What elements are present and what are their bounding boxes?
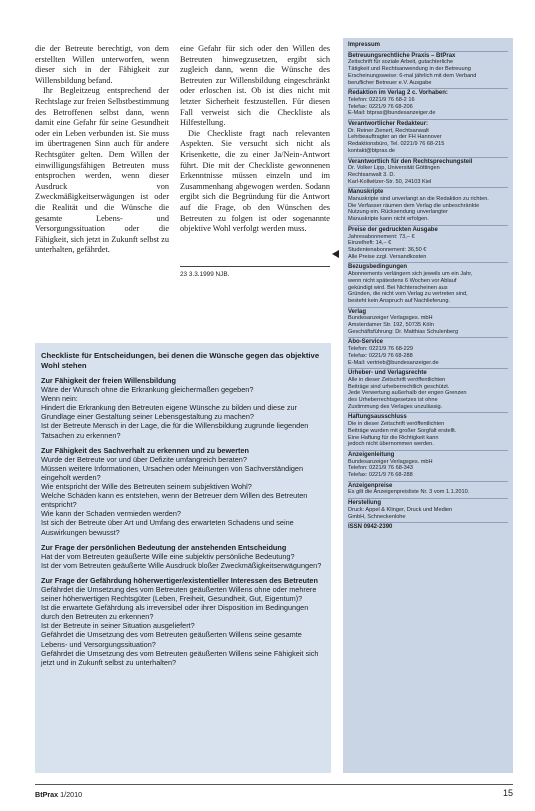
impressum-line: Lehrbeauftragter an der FH Hannover bbox=[348, 134, 442, 141]
impressum-divider bbox=[348, 450, 508, 451]
checklist-question: Hindert die Erkrankung den Betreuten eigene Wünsche zu bilden und diese zur Grundlage einer Gestaltung seiner Lebensgestaltung zu machen? bbox=[41, 403, 297, 422]
checklist-question: Ist der Betreute Mensch in der Lage, die für die Willensbildung zugrunde liegenden Tatsachen zu erkennen? bbox=[41, 421, 309, 440]
impressum-line: Telefon: 0221/9 76 68-229 bbox=[348, 346, 414, 353]
impressum-line: Telefon: 0221/9 76 68-2 16 bbox=[348, 96, 415, 103]
impressum-content bbox=[348, 42, 508, 531]
impressum-heading: Impressum bbox=[348, 42, 381, 48]
impressum-line: Rechtsanwalt 3. D. bbox=[348, 171, 395, 178]
impressum-divider bbox=[348, 157, 508, 158]
checklist-question: Gefährdet die Umsetzung des vom Betreuten geäußerten Willens seine Fähigkeit sich jetzt und in Zukunft selbst zu unterhalten? bbox=[41, 648, 319, 667]
impressum-line: Eine Haftung für die Richtigkeit kann bbox=[348, 434, 439, 441]
impressum-line: Nutzung ein. Rücksendung unverlangter bbox=[348, 209, 448, 216]
impressum-line: Amsterdamer Str. 192, 50735 Köln bbox=[348, 322, 434, 329]
impressum-line: Dr. Reiner Zienert, Rechtsanwalt bbox=[348, 127, 429, 134]
impressum-line: Erscheinungsweise: 6-mal jährlich mit dem Verband bbox=[348, 72, 477, 79]
impressum-sidebar bbox=[343, 38, 513, 773]
footnote-divider bbox=[180, 266, 330, 267]
impressum-line: gekündigt wird. Bei Nichterscheinen aus bbox=[348, 284, 448, 291]
impressum-line: E-Mail: vertrieb@bundesanzeiger.de bbox=[348, 359, 439, 366]
impressum-line: Telefon: 0221/9 76 68-343 bbox=[348, 465, 414, 472]
end-of-article-marker-icon bbox=[332, 250, 339, 258]
checklist-question: Wenn nein: bbox=[41, 394, 78, 404]
checklist-section-heading: Zur Frage der persönlichen Bedeutung der anstehenden Entscheidung bbox=[41, 542, 287, 552]
footnote: 23 3.3.1999 NJB. bbox=[180, 271, 230, 278]
impressum-line: Dr. Volker Lipp, Universität Göttingen bbox=[348, 165, 440, 172]
checklist-section bbox=[41, 376, 325, 440]
impressum-divider bbox=[348, 262, 508, 263]
impressum-divider bbox=[348, 412, 508, 413]
impressum-heading: Verlag bbox=[348, 308, 367, 315]
paragraph: Die Checkliste fragt nach relevanten Aspekten. Sie versucht sich nicht als Krisenkette, die zu einer Ja/Nein-Antwort führt. Die mit der Checkliste gewonnenen Erkenntnisse müssen einzeln und im Zusammenhang abgewogen werden. Sodann ergibt sich die Begründung für die Antwort auf die Frage, ob den Wünschen des Betreuten zu folgen ist oder sogenannte objektive Wohl verfolgt werden muss. bbox=[180, 128, 330, 234]
impressum-line: Telefax: 0221/9 76 68-288 bbox=[348, 352, 413, 359]
checklist-section bbox=[41, 576, 325, 667]
checklist-section bbox=[41, 543, 325, 570]
impressum-heading: Anzeigenpreise bbox=[348, 482, 393, 489]
impressum-heading: Herstellung bbox=[348, 500, 382, 507]
impressum-line: Geschäftsführung: Dr. Matthias Schulenberg bbox=[348, 328, 459, 335]
impressum-line: GmbH, Schneckenlohe bbox=[348, 513, 406, 520]
page-number: 15 bbox=[502, 788, 513, 798]
checklist-title: Checkliste für Entscheidungen, bei denen die Wünsche gegen das objektive Wohl stehen bbox=[41, 351, 320, 370]
impressum-line: wenn nicht spätestens 6 Wochen vor Ablauf bbox=[348, 277, 457, 284]
checklist-section bbox=[41, 446, 325, 537]
footer-divider bbox=[35, 784, 513, 785]
checklist-question: Hat der vom Betreuten geäußerte Wille eine subjektiv persönliche Bedeutung? bbox=[41, 551, 295, 561]
checklist-question: Wurde der Betreute vor und über Defizite umfangreich beraten? bbox=[41, 454, 247, 464]
impressum-line: Beiträge wurden mit großer Sorgfalt erstellt. bbox=[348, 427, 457, 434]
impressum-divider bbox=[348, 88, 508, 89]
footer-journal bbox=[35, 790, 82, 799]
paragraph: die der Betreute berechtigt, von dem erstellten Willen unterworfen, wenn dieser sich in der Fähigkeit zur Willensbildung befand. bbox=[35, 44, 169, 85]
checklist-box bbox=[35, 343, 331, 773]
impressum-line: Telefax: 0221/9 76 68-288 bbox=[348, 472, 413, 479]
impressum-line: Alle Preise zzgl. Versandkosten bbox=[348, 253, 427, 260]
impressum-heading: Urheber- und Verlagsrechte bbox=[348, 370, 427, 377]
checklist-question: Gefährdet die Umsetzung des vom Betreuten geäußerten Willens seine gesamte Lebens- und Versorgungssituation? bbox=[41, 630, 302, 649]
impressum-heading: Abo-Service bbox=[348, 339, 384, 346]
impressum-line: Einzelheft: 14,– € bbox=[348, 240, 392, 247]
impressum-divider bbox=[348, 307, 508, 308]
checklist-question: Wie kann der Schaden vermieden werden? bbox=[41, 509, 181, 519]
journal-issue: 1/2010 bbox=[60, 790, 83, 799]
checklist-question: Müssen weitere Informationen, Ursachen oder Meinungen von Sachverständigen eingeholt werden? bbox=[41, 463, 304, 482]
impressum-line: des Urheberrechtsgesetzes ist ohne bbox=[348, 397, 438, 404]
impressum-line: Bundesanzeiger Verlagsges. mbH bbox=[348, 315, 433, 322]
impressum-line: Manuskripte kann nicht erfolgen. bbox=[348, 216, 429, 223]
impressum-line: Beiträge sind urheberrechtlich geschützt. bbox=[348, 383, 450, 390]
impressum-divider bbox=[348, 225, 508, 226]
impressum-heading: Haftungsausschluss bbox=[348, 414, 407, 421]
impressum-divider bbox=[348, 368, 508, 369]
impressum-line: Tätigkeit und Rechtsanwendung in der Betreuung bbox=[348, 66, 471, 73]
impressum-line: Die Verfasser räumen dem Verlag die unbeschränkte bbox=[348, 202, 480, 209]
checklist-sections bbox=[41, 376, 325, 667]
text-column-left bbox=[35, 44, 169, 256]
impressum-line: Es gilt die Anzeigenpreisliste Nr. 3 vom 1.1.2010. bbox=[348, 489, 470, 496]
checklist-question: Ist die erwartete Gefährdung als irreversibel oder ihrer Disposition im Bedingungen durch den Betreuten zu erkennen? bbox=[41, 603, 309, 622]
impressum-line: jedoch nicht übernommen werden. bbox=[348, 441, 434, 448]
impressum-divider bbox=[348, 481, 508, 482]
impressum-line: Manuskripte sind unverlangt an die Redaktion zu richten. bbox=[348, 196, 489, 203]
impressum-line: Zustimmung des Verlages unzulässig. bbox=[348, 403, 443, 410]
paragraph: Ihr Begleitzeug entsprechend der Rechtslage zur freien Selbstbestimmung des Betroffenen selbst dann, wenn damit eine Gefahr für seine Gesundheit oder ein Leben verbunden ist. Sie muss im übertragenen Sinn auch für andere Rechtsgüter gelten. Dem Willen der einwilligungsfähigen Betreuten muss entsprochen werden, wenn dieser Ausdruck von Zweckmäßigkeitserwägungen ist oder die Realität und die Wünsche die gesamte Lebens- und Versorgungssituation oder die Fähigkeit, sich jetzt in Zukunft selbst zu unterhalten, gefährdet. bbox=[35, 86, 169, 255]
impressum-heading: Manuskripte bbox=[348, 189, 384, 196]
checklist-question: Welche Schäden kann es entstehen, wenn der Betreuer dem Willen des Betreuten entspricht? bbox=[41, 491, 308, 510]
impressum-heading: ISSN 0942-2390 bbox=[348, 524, 393, 531]
checklist-question: Wäre der Wunsch ohne die Erkrankung gleichermaßen gegeben? bbox=[41, 385, 254, 395]
impressum-line: E-Mail: btprax@bundesanzeiger.de bbox=[348, 110, 436, 117]
impressum-line: Zeitschrift für soziale Arbeit, gutachterliche bbox=[348, 59, 454, 66]
checklist-question: Ist der vom Betreuten geäußerte Wille Ausdruck bloßer Zweckmäßigkeitserwägungen? bbox=[41, 560, 322, 570]
impressum-line: Abonnements verlängern sich jeweils um ein Jahr, bbox=[348, 271, 473, 278]
checklist-section-heading: Zur Fähigkeit des Sachverhalt zu erkennen und zu bewerten bbox=[41, 445, 250, 455]
impressum-divider bbox=[348, 51, 508, 52]
impressum-line: Studentenabonnement: 36,50 € bbox=[348, 246, 427, 253]
impressum-line: Bundesanzeiger Verlagsges. mbH bbox=[348, 458, 433, 465]
impressum-divider bbox=[348, 498, 508, 499]
impressum-line: beruflicher Betreuer e.V. Ausgabe bbox=[348, 79, 432, 86]
checklist-section-heading: Zur Frage der Gefährdung höherwertiger/existentieller Interessen des Betreuten bbox=[41, 575, 318, 585]
impressum-line: Druck: Appel & Klinger, Druck und Medien bbox=[348, 506, 453, 513]
journal-name: BtPrax bbox=[35, 790, 59, 799]
checklist-section-heading: Zur Fähigkeit der freien Willensbildung bbox=[41, 376, 176, 385]
impressum-heading: Preise der gedruckten Ausgabe bbox=[348, 226, 438, 233]
impressum-line: kontakt@btprax.de bbox=[348, 147, 396, 154]
impressum-line: Karl-Kollwitzer-Str. 50, 24103 Kiel bbox=[348, 178, 432, 185]
checklist-question: Gefährdet die Umsetzung des vom Betreuten geäußerten Willens ohne oder mehrere seiner höherwertigen Rechtsgüter (Leben, Freiheit, Gesundheit, Gut, Eigentum)? bbox=[41, 584, 317, 604]
paragraph: eine Gefahr für sich oder den Willen des Betreuten hinwegzusetzen, ergibt sich zugleich dann, wenn die Wünsche des Betreuten zur Willensbildung eingeschränkt oder erloschen ist. Ob ist dies nicht mit letzter Sicherheit festzustellen. Für diesen Fall verweist sich die Checkliste als Hilfestellung. bbox=[180, 44, 330, 128]
impressum-heading: Bezugsbedingungen bbox=[348, 264, 407, 271]
impressum-divider bbox=[348, 337, 508, 338]
impressum-heading: Verantwortlich für den Rechtsprechungsteil bbox=[348, 158, 473, 165]
impressum-divider bbox=[348, 119, 508, 120]
impressum-divider bbox=[348, 522, 508, 523]
impressum-line: Jahresabonnement: 73,– € bbox=[348, 233, 415, 240]
impressum-heading: Betreuungsrechtliche Praxis – BtPrax bbox=[348, 52, 456, 59]
impressum-line: Redaktionsbüro, Tel. 0221/9 76 68-215 bbox=[348, 141, 445, 148]
checklist-question: Wie entspricht der Wille des Betreuten seinem subjektiven Wohl? bbox=[41, 482, 252, 492]
impressum-heading: Redaktion im Verlag 2 c. Vorhaben: bbox=[348, 90, 448, 97]
impressum-line: Jede Verwertung außerhalb der engen Grenzen bbox=[348, 390, 467, 397]
impressum-heading: Anzeigenleitung bbox=[348, 451, 395, 458]
impressum-heading: Verantwortlicher Redakteur: bbox=[348, 121, 429, 128]
impressum-line: Die in dieser Zeitschrift veröffentlichten bbox=[348, 421, 445, 428]
text-column-middle bbox=[180, 44, 330, 235]
impressum-line: Gründen, die nicht vom Verlag zu vertreten sind, bbox=[348, 291, 468, 298]
impressum-line: besteht kein Anspruch auf Nachlieferung. bbox=[348, 297, 450, 304]
impressum-line: Alle in dieser Zeitschrift veröffentlichten bbox=[348, 376, 446, 383]
impressum-line: Telefax: 0221/9 76 68-206 bbox=[348, 103, 413, 110]
checklist-question: Ist sich der Betreute über Art und Umfang des erwarteten Schadens und seine Auswirkungen bewusst? bbox=[41, 518, 294, 537]
checklist-question: Ist der Betreute in seiner Situation ausgeliefert? bbox=[41, 621, 195, 631]
impressum-divider bbox=[348, 187, 508, 188]
